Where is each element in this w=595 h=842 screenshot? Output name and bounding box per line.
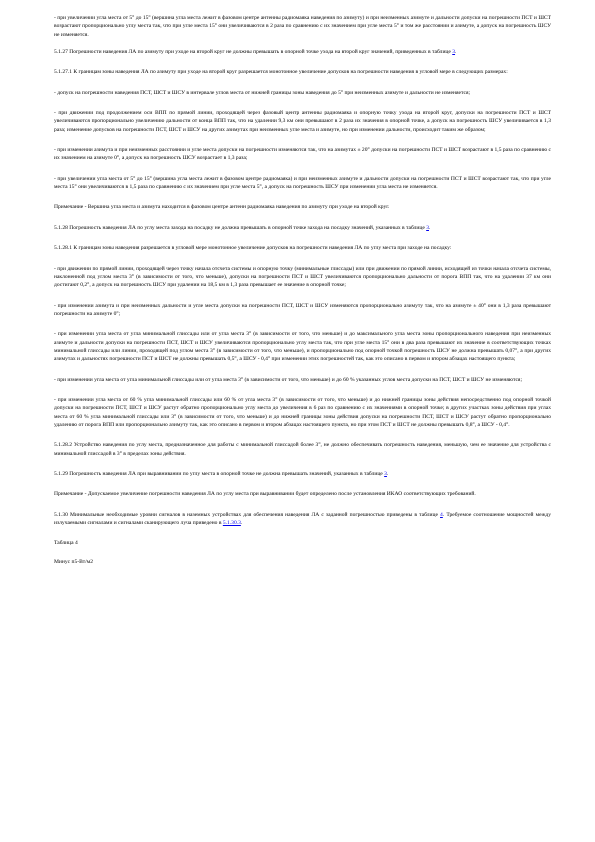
paragraph-item-4: - при увеличении угла места от 5° до 15° (вершина угла места лежит в фазовом центре радиомаяка) и при неизменных азимуте и дальности допуски на погрешности ПСТ и ШСТ возрастают так, что при угле места 15° они увеличиваются в 1,5 раза по сравнению с их значением при угле места 5°, а допуск на погрешность ШСУ при изменении угла места не изменяется.: [54, 175, 551, 191]
table-3-link[interactable]: 3: [426, 224, 429, 231]
paragraph-item-9: - при изменении угла места от 60 % угла минимальной глиссады или 60 % от угла места 3° (в зависимости от того, что меньше) и до нижней границы зоны действия непосредственно под опорной точкой допуски на погрешности ПСТ, ШСТ и ШСУ растут обратно пропорционально углу места до увеличения в 6 раз по сравнению с их значениями в опорной точке; в других участках зоны действия при углах места от 60 % угла минимальной глиссады или 3° (в зависимости от того, что меньше) и до нижней границы зоны действия допуски на погрешности ПСТ, ШСТ и ШСУ растут обратно пропорционально удалению от порога ВПП или пропорционально азимуту так, как это описано в первом и втором абзацах настоящего пункта, но при этом ПСТ и ШСТ не должны превышать 0,8°, а ШСУ - 0,4°.: [54, 396, 551, 428]
paragraph-item-1: - допуск на погрешности наведения ПСТ, ШСТ и ШСУ в интервале углов места от нижней границы зоны наведения до 5° при неизменных азимуте и дальности не изменяется;: [54, 89, 471, 96]
note-2: Примечание - Допускаемое увеличение погрешности наведения ЛА по углу места при выравнивании будет определено после установления ИКАО соответствующих требований.: [54, 491, 476, 498]
paragraph-item-2: - при движении под продолжением оси ВПП по прямой линии, проходящей через фазовый центр антенны радиомаяка и опорную точку ухода на второй круг, допуски на погрешности ПСТ и ШСТ увеличиваются пропорционально увеличению дальности от конца ВПП так, что на удалении 9,3 км они превышают в 2 раза их значения в опорной точке, а допуск на погрешность ШСУ увеличивается в 1,3 раза; изменение допусков на погрешности ПСТ, ШСТ и ШСУ на других азимутах при неизменных угле места и азимуте, но при изменении дальности, происходит таким же образом;: [54, 110, 551, 133]
table-next-label: Минус п5-Вт/м2: [54, 558, 94, 565]
table-4-link[interactable]: 4: [440, 511, 443, 518]
note-1: Примечание - Вершина угла места и азимута находится в фазовом центре антенн радиомаяка наведения по азимуту при уходе на второй круг.: [54, 204, 390, 211]
table-3-link[interactable]: 3: [384, 471, 387, 477]
table-3-link[interactable]: 3: [452, 49, 456, 56]
paragraph-item-8: - при изменении угла места от угла минимальной глиссады или от угла места 3° (в зависимости от того, что меньше) и до 60 % указанных углов места допуски на ПСТ, ШСТ и ШСУ не изменяются;: [54, 376, 523, 383]
table-label: Таблица 4: [54, 540, 78, 547]
paragraph-item-6: - при изменении азимута и при неизменных дальности и угле места допуски на погрешности ПСТ, ШСТ и ШСУ изменяются пропорционально азимуту так, что на азимуте ± 40° они в 1,3 раза превышают погрешности на азимуте 0°;: [54, 302, 551, 317]
paragraph-5-1-29: 5.1.29 Погрешность наведения ЛА при выравнивании по углу места в опорной точке не должна превышать значений, указанных в таблице 3.: [54, 471, 389, 477]
paragraph-5-1-27-1: 5.1.27.1 К границам зоны наведения ЛА по азимуту при уходе на второй круг разрешается монотонное увеличение допусков на погрешности наведения в угловой мере в следующих размерах:: [54, 69, 508, 76]
paragraph-1: - при увеличении угла места от 5° до 15° (вершина угла места лежит в фазовом центре антенны радиомаяка наведения по азимуту) и при неизменных азимуте и дальности допуски на погрешности ПСТ и ШСТ возрастают пропорционально углу места так, что при угле места 15° они увеличиваются в 2 раза по сравнению с их значением при угле места 5° и том же расстоянии и азимуте, а допуск на погрешность ШСУ не изменяется.: [54, 15, 551, 38]
paragraph-5-1-27: 5.1.27 Погрешности наведения ЛА по азимуту при уходе на второй круг не должны превышать в опорной точке ухода на второй круг значений, приведенных в таблице 3.: [54, 49, 457, 56]
paragraph-5-1-30: 5.1.30 Минимальные необходимые уровни сигналов в наземных устройствах для обеспечения наведения ЛА с заданной погрешностью приведены в таблице 4. Требуемое соотношение мощностей между излучаемыми сигналами и сигналами сканирующего луча приведено в 5.1.30.3.: [54, 511, 551, 527]
paragraph-5-1-28: 5.1.28 Погрешность наведения ЛА по углу места захода на посадку не должна превышать в опорной точке захода на посадку значений, указанных в таблице 3.: [54, 224, 431, 231]
paragraph-item-3: - при изменении азимута и при неизменных расстоянии и угле места допуски на погрешности изменяются так, что на азимутах ± 20° допуски на погрешности ПСТ и ШСТ возрастают в 1,5 раза по сравнению с их значением на азимуте 0°, а допуск на погрешность ШСУ возрастает в 1,3 раза;: [54, 147, 551, 162]
paragraph-5-1-28-1: 5.1.28.1 К границам зоны наведения разрешается в угловой мере монотонное увеличение допусков на погрешности наведения ЛА по углу места при заходе на посадку:: [54, 245, 452, 252]
paragraph-item-5: - при движении по прямой линии, проходящей через точку начала отсчета системы и опорную точку (минимальные глиссады) или при движении по прямой линии, исходящей из точки начала отсчета системы, наклоненной под углом места 3° (в зависимости от того, что меньше), допуски на погрешности ПСТ и ШСТ увеличиваются пропорционально дальности от порога ВПП так, что на удалении 37 км они достигают 0,2°, а допуск на погрешность ШСУ при удалении на 18,5 км в 1,3 раза превышает ее значение в опорной точке;: [54, 265, 551, 289]
section-5-1-30-3-link[interactable]: 5.1.30.3: [222, 520, 241, 527]
paragraph-item-7: - при изменении угла места от угла минимальной глиссады или от угла места 3° (в зависимости от того, что меньше) и до максимального угла места зоны пропорционального наведения при неизменных азимуте и дальности допуски на погрешности ПСТ, ШСТ и ШСУ увеличиваются пропорционально углу места так, что при угле места 15° они в два раза превышают их значение в соответствующих точках минимальной глиссады или линии, проходящей под углом места 3° (в зависимости от того, что меньше), и пропорционально под опорной точкой погрешность ШСУ не должна превышать 0,07°, а при других азимутах и дальностях погрешности ПСТ и ШСТ не должны превышать 0,5°, а ШСУ - 0,4° при изменении этих погрешностей так, как это описано в первом и втором абзацах настоящего пункта;: [54, 331, 551, 363]
paragraph-5-1-28-2: 5.1.28.2 Устройство наведения по углу места, предназначенное для работы с минимальной глиссадой более 3°, не должно обеспечивать погрешность наведения, меньшую, чем ее значение для устройства с минимальной глиссадой в 3° в пределах зоны действия.: [54, 442, 551, 457]
